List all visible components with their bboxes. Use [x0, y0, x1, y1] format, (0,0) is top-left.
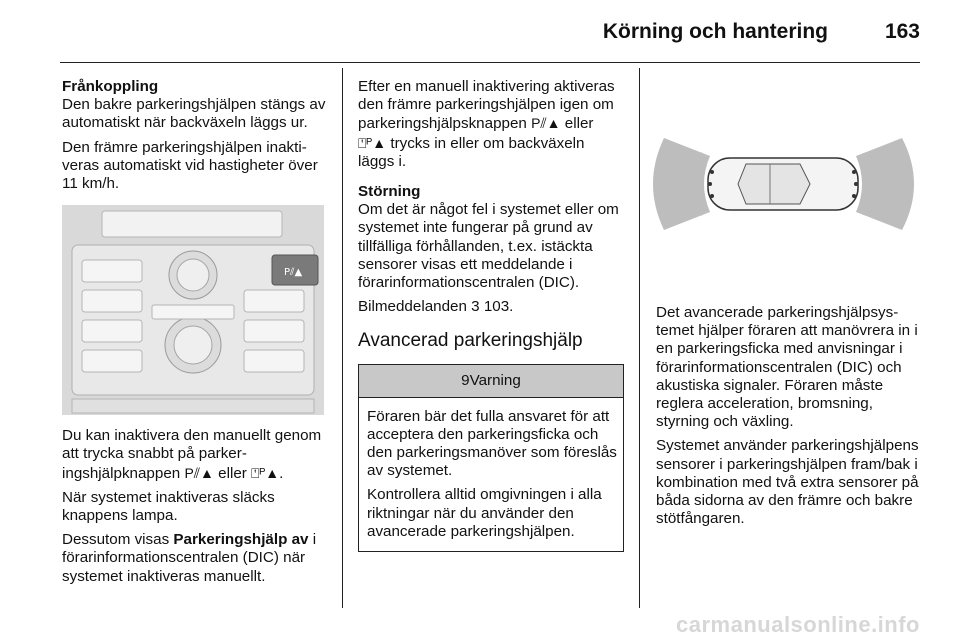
park-assist-icon: P⫽▲ — [184, 464, 214, 481]
column-2 — [358, 78, 624, 552]
reference-arrow-icon: 3 — [471, 298, 480, 316]
warning-title: Varning — [469, 372, 521, 390]
park-assist-icon: P⫽▲ — [531, 115, 561, 132]
paragraph: Dessutom visas Parkeringshjälp av i förarinformationscentralen (DIC) när systemet inaktiveras manuellt. — [62, 531, 317, 585]
advanced-park-assist-icon: ⍞ᴾ▲ — [358, 134, 387, 151]
park-button-label: P⫽▲ — [284, 267, 303, 279]
page-title: Körning och hantering — [602, 20, 828, 43]
paragraph: Du kan inaktivera den manuellt genom att trycka snabbt på parkeringshjälpknappen P⫽▲ eller ⍞ᴾ▲. — [62, 427, 322, 482]
paragraph: Om det är något fel i systemet eller om systemet inte fungerar på grund av tillfälliga förhållanden, t.ex. istäckta sensorer visas ett meddelande i förarinformationscentralen (DIC). — [358, 201, 619, 292]
warning-icon: 9 — [461, 372, 470, 390]
paragraph: Det avancerade parkeringshjälpsystemet hjälper föraren att manövrera in i en parkeringsficka med anvisningar i förarinformationscentralen (DIC) och akustiska signaler. Föraren måste reglera acceleration, bromsning, styrning och växling. — [656, 304, 918, 431]
paragraph: Kontrollera alltid omgivningen i alla riktningar när du använder den avancerade parkeringshjälpen. — [367, 486, 602, 540]
paragraph: När systemet inaktiveras släcks knappens lampa. — [62, 488, 275, 525]
console-illustration — [62, 205, 324, 415]
paragraph: Efter en manuell inaktivering aktiveras den främre parkeringshjälpen igen om parkeringshjälpsknappen P⫽▲ eller ⍞ᴾ▲ trycks in eller om backväxeln läggs i. — [358, 78, 615, 170]
paragraph: Systemet använder parkeringshjälpens sensorer i parkeringshjälpen fram/bak i kombination med två extra sensorer på båda sidorna av den främre och bakre stötfångaren. — [656, 437, 919, 528]
section-heading: Frånkoppling — [62, 78, 159, 95]
section-heading: Störning — [358, 183, 421, 201]
warning-body — [359, 398, 623, 551]
column-3 — [656, 304, 924, 534]
column-1 — [62, 78, 328, 592]
paragraph: Den främre parkeringshjälpen inaktiveras automatiskt vid hastigheter över 11 km/h. — [62, 138, 318, 193]
page-number: 163 — [884, 20, 920, 43]
page-header — [60, 0, 920, 63]
section-title: Avancerad parkeringshjälp — [358, 330, 583, 352]
paragraph: Bilmeddelanden 3 103. — [358, 298, 514, 316]
paragraph: Den bakre parkeringshjälpen stängs av automatiskt när backväxeln läggs ur. — [62, 96, 326, 132]
column-divider — [342, 68, 343, 608]
warning-header — [359, 365, 623, 397]
car-sensor-illustration — [650, 80, 918, 288]
paragraph: Föraren bär det fulla ansvaret för att acceptera den parkeringsficka och den parkeringsmanöver som föreslås av systemet. — [367, 407, 617, 480]
advanced-park-assist-icon: ⍞ᴾ▲ — [251, 464, 280, 481]
column-divider — [639, 68, 640, 608]
warning-box — [358, 364, 624, 552]
watermark: carmanualsonline.info — [676, 612, 920, 637]
